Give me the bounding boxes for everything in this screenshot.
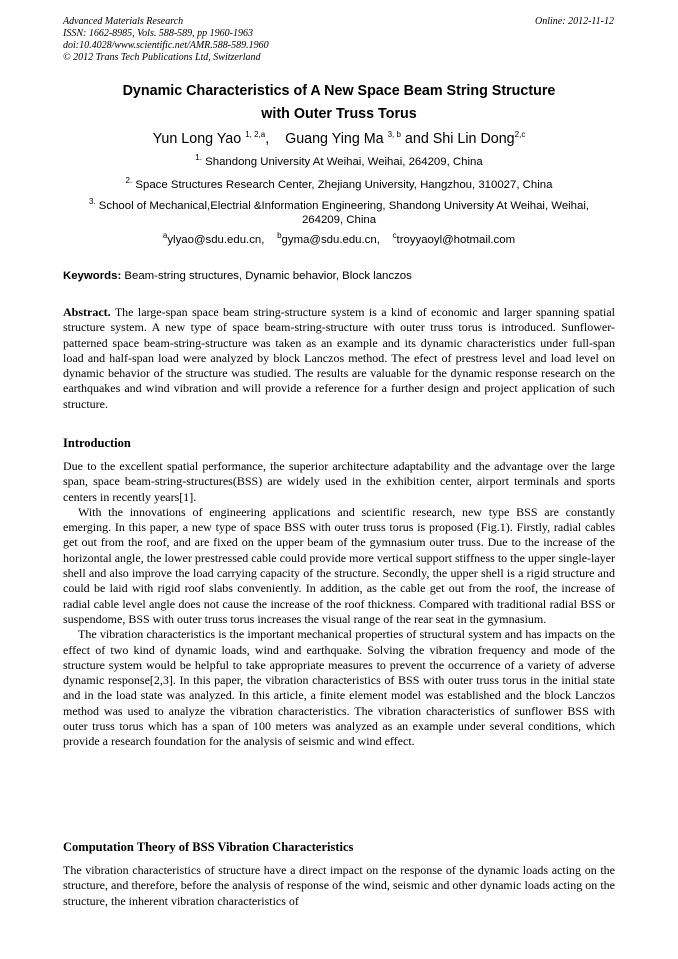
author-3-name: Shi Lin Dong bbox=[432, 131, 515, 147]
introduction-paragraph-2: With the innovations of engineering applications and scientific research, new type BSS are constantly emerging. In this paper, a new type of space BSS with outer truss torus is proposed (Fig.1). Firstly, radial cables get out from the roof, and are fixed on the upper beam of the gymnasium outer truss. Due to the increase of the horizontal angle, the lower prestressed cable could provide more vertical support stiffness to the upper single-layer shell and also improve the load carrying capacity of the structure. Secondly, the upper shell is a rigid structure and could be laid with rigid roof slabs conveniently. In addition, as the cable get out from the roof, the increase of radial cable level angle does not cause the increase of the roof thickness. Compared with traditional radial BSS or suspendome, BSS with outer truss torus increases the visual range of the rear seat in the gymnasium. bbox=[63, 504, 615, 626]
journal-header bbox=[63, 16, 443, 64]
abstract-text: The large-span space beam string-structure system is a kind of economic and larger spanning spatial structure system. A new type of space beam-string-structure with outer truss torus is introduced. Sunflower-patterned space beam-string-structure was taken as an example and its dynamic characteristics under full-span load and half-span load were analyzed by block Lanczos method. The efect of prestress level and load level on dynamic behavior of the structure was studied. The results are valuable for the dynamic response research on the earthquakes and wind vibration and will provide a reference for a further design and project application of such structure. bbox=[63, 305, 615, 411]
email-c-mark: c bbox=[392, 231, 397, 241]
journal-name: Advanced Materials Research bbox=[63, 16, 184, 27]
computation-heading: Computation Theory of BSS Vibration Characteristics bbox=[63, 840, 354, 854]
affiliation-2-mark: 2. bbox=[125, 176, 133, 186]
email-b-mark: b bbox=[277, 231, 282, 241]
author-2-name: Guang Ying Ma bbox=[285, 131, 388, 147]
affiliation-2-text: Space Structures Research Center, Zhejiang University, Hangzhou, 310027, China bbox=[132, 179, 553, 191]
affiliation-3-line-2: 264209, China bbox=[301, 214, 377, 226]
author-1-name: Yun Long Yao bbox=[152, 131, 246, 147]
introduction-paragraph-3: The vibration characteristics is the important mechanical properties of structural system and has impacts on the effect of two kind of dynamic loads, wind and earthquake. Solving the vibration frequency and mode of the structure system would be helpful to take appropriate measures to prevent the occurrence of a variety of adverse dynamic response[2,3]. In this paper, the vibration characteristics of BSS with outer truss torus in the initial state and in the load state was analyzed. In this article, a finite element model was established and the block Lanczos method was used to analyze the vibration characteristics. The vibration characteristics of sunflower BSS with outer truss torus which has a span of 100 meters was analyzed as an example under several conditions, which provide a research foundation for the analysis of seismic and wind effect. bbox=[63, 627, 615, 749]
author-3-affil: 2,c bbox=[514, 130, 526, 140]
email-c: troyyaoyl@hotmail.com bbox=[396, 234, 516, 246]
email-a-mark: a bbox=[162, 231, 168, 241]
email-a: ylyao@sdu.edu.cn, bbox=[167, 234, 265, 246]
author-separator: , bbox=[265, 131, 286, 147]
affiliation-1-mark: 1. bbox=[195, 153, 202, 163]
computation-paragraph-1: The vibration characteristics of structure have a direct impact on the response of the dynamic loads acting on the structure, and therefore, before the analysis of response of the wind, seismic and other dynamic loads acting on the structure, the inherent vibration characteristics of bbox=[63, 863, 615, 908]
paper-title bbox=[63, 80, 615, 126]
abstract bbox=[63, 305, 615, 412]
affiliation-2 bbox=[63, 178, 615, 192]
doi-line: doi:10.4028/www.scientific.net/AMR.588-589.1960 bbox=[63, 40, 269, 51]
keywords-text: Beam-string structures, Dynamic behavior, Block lanczos bbox=[121, 270, 412, 282]
author-emails bbox=[63, 232, 615, 248]
online-date: Online: 2012-11-12 bbox=[535, 16, 614, 27]
affiliation-1-text: Shandong University At Weihai, Weihai, 264209, China bbox=[201, 156, 483, 168]
computation-body bbox=[63, 863, 615, 909]
keywords-line bbox=[63, 268, 615, 284]
copyright-line: © 2012 Trans Tech Publications Ltd, Switzerland bbox=[63, 52, 261, 63]
abstract-label: Abstract. bbox=[63, 305, 111, 319]
email-b: gyma@sdu.edu.cn, bbox=[281, 234, 380, 246]
affiliation-3-mark: 3. bbox=[88, 197, 96, 207]
affiliation-3-line-1: School of Mechanical,Electrial &Information Engineering, Shandong University At Weihai, Weihai, bbox=[95, 200, 590, 212]
introduction-body bbox=[63, 459, 615, 750]
affiliation-3 bbox=[63, 199, 615, 227]
author-1-affil: 1, 2,a bbox=[245, 130, 266, 140]
author-2-affil: 3, b bbox=[387, 130, 401, 140]
introduction-paragraph-1: Due to the excellent spatial performance, the superior architecture adaptability and the advantage over the large span, space beam-string-structures(BSS) are widely used in the exhibition center, airport terminals and sports centers in recently years[1]. bbox=[63, 459, 615, 504]
affiliation-1 bbox=[63, 155, 615, 169]
title-line-2: with Outer Truss Torus bbox=[261, 106, 417, 122]
author-separator: and bbox=[400, 131, 433, 147]
introduction-heading: Introduction bbox=[63, 436, 131, 450]
keywords-label: Keywords: bbox=[63, 270, 122, 282]
issn-line: ISSN: 1662-8985, Vols. 588-589, pp 1960-1963 bbox=[63, 28, 253, 39]
title-line-1: Dynamic Characteristics of A New Space Beam String Structure bbox=[122, 83, 556, 99]
author-list bbox=[63, 128, 615, 150]
